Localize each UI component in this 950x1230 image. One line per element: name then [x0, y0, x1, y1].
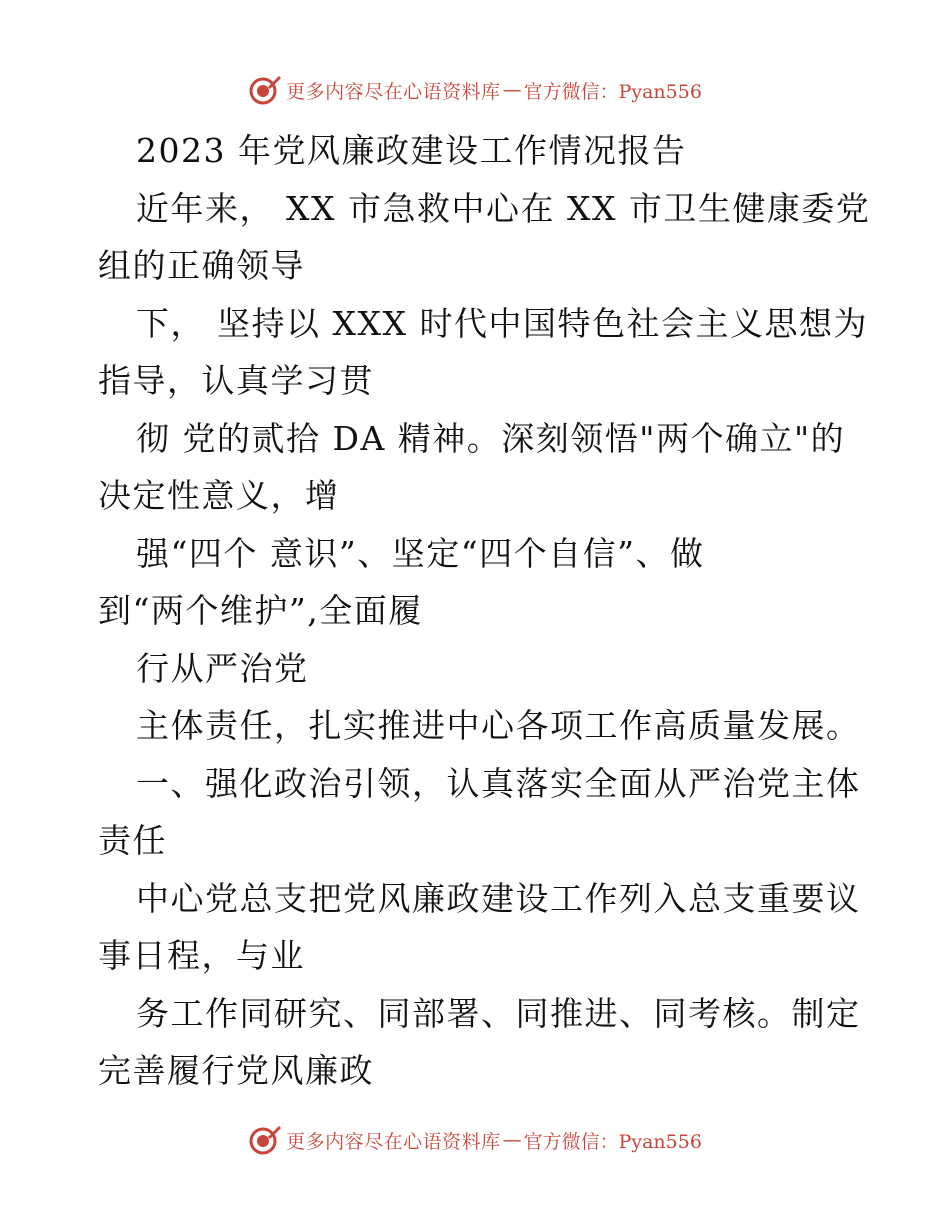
paragraph-line: 行从严治党	[136, 648, 309, 688]
paragraph-line: 主体责任，扎实推进中心各项工作高质量发展。	[136, 706, 861, 745]
watermark-header	[0, 68, 950, 112]
paragraph-line: 组的正确领导	[98, 246, 305, 285]
watermark-wechat: 官方微信：Pyan556	[523, 1130, 702, 1153]
watermark-text: 更多内容尽在心语资料库	[286, 1130, 501, 1153]
watermark-text: 更多内容尽在心语资料库	[286, 80, 501, 103]
paragraph-line: 下， 坚持以 XXX 时代中国特色社会主义思想为	[136, 303, 868, 343]
document-title: 2023 年党风廉政建设工作情况报告	[136, 131, 687, 170]
document-body	[98, 122, 871, 1100]
paragraph-line: 指导，认真学习贯	[98, 361, 374, 400]
paragraph-line: 事日程，与业	[98, 936, 305, 975]
watermark-wechat: 官方微信：Pyan556	[523, 80, 702, 103]
paragraph-line: 务工作同研究、同部署、同推进、同考核。制定	[136, 993, 861, 1033]
paragraph-line: 完善履行党风廉政	[98, 1051, 374, 1090]
brush-stamp-icon	[248, 1123, 282, 1157]
section-heading-continued: 责任	[98, 821, 167, 860]
paragraph-line: 强“四个 意识”、坚定“四个自信”、做	[136, 533, 705, 573]
section-heading: 一、强化政治引领，认真落实全面从严治党主体	[136, 763, 861, 803]
paragraph-line: 中心党总支把党风廉政建设工作列入总支重要议	[136, 878, 861, 918]
paragraph-line: 彻 党的贰拾 DA 精神。深刻领悟"两个确立"的	[136, 418, 846, 458]
paragraph-line: 决定性意义，增	[98, 476, 340, 515]
watermark-separator: —	[502, 1129, 522, 1151]
paragraph-line: 近年来， XX 市急救中心在 XX 市卫生健康委党	[136, 188, 871, 228]
brush-stamp-icon	[248, 73, 282, 107]
watermark-separator: —	[502, 79, 522, 101]
watermark-footer	[0, 1118, 950, 1162]
paragraph-line: 到“两个维护”,全面履	[98, 591, 423, 630]
